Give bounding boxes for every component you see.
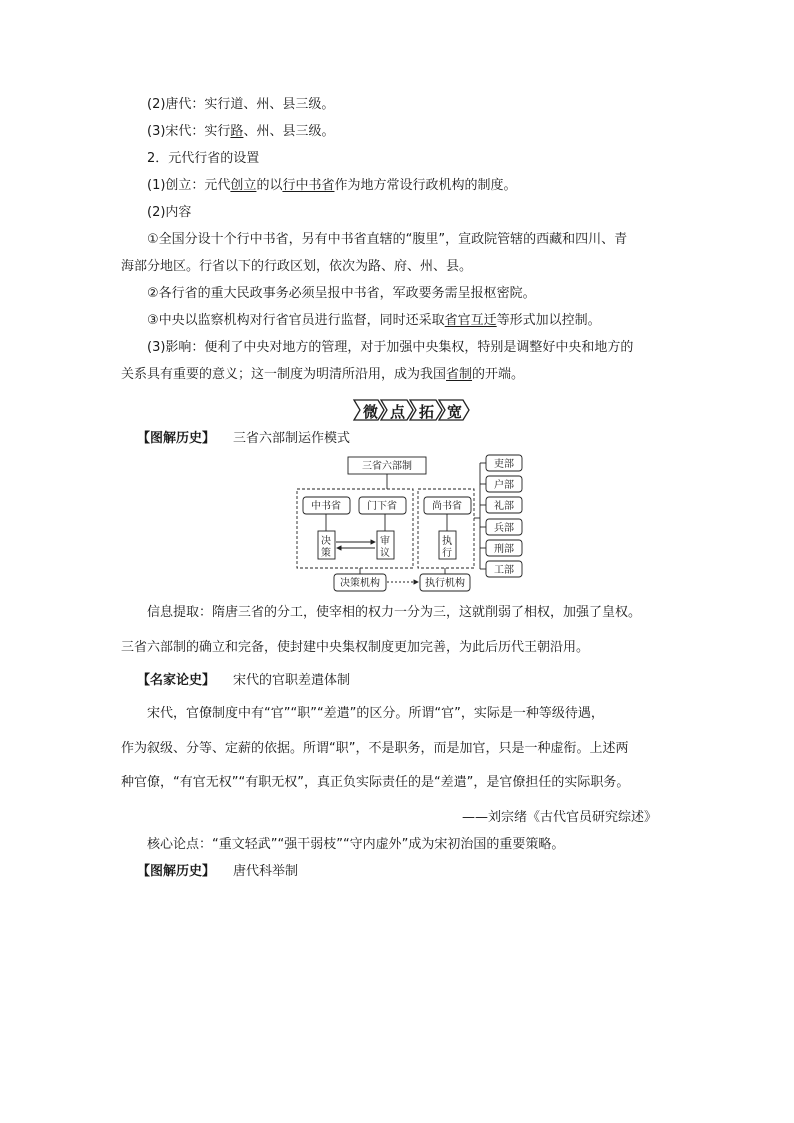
tang-line: (2)唐代：实行道、州、县三级。 (147, 97, 335, 112)
banner-char-3: 拓 (419, 403, 435, 421)
creation-underlined-1: 创立 (230, 178, 257, 193)
section-3-heading (137, 864, 298, 880)
quote-line-a: 宋代，官僚制度中有“官”“职”“差遣”的区分。所谓“官”，实际是一种等级待遇， (147, 706, 604, 721)
banner-char-1: 微 (363, 403, 379, 421)
section-3-tag: 【图解历史】 (137, 864, 216, 879)
ministry-label-5: 刑部 (494, 544, 514, 555)
section-heading-yuan: 2．元代行省的设置 (147, 151, 260, 166)
song-text-pre: (3)宋代：实行 (147, 124, 231, 139)
info-line-a: 信息提取：隋唐三省的分工，使宰相的权力一分为三，这就削弱了相权，加强了皇权。 (147, 605, 642, 620)
action-decide-char-2: 策 (321, 548, 331, 559)
p3-underlined: 省官互迁 (444, 313, 497, 328)
song-underlined: 路 (230, 124, 244, 139)
ministry-label-2: 户部 (494, 480, 514, 491)
banner-char-4: 宽 (447, 403, 463, 421)
content-heading: (2)内容 (147, 205, 192, 220)
root-label: 三省六部制 (362, 461, 412, 472)
quote-line-c: 种官僚，“有官无权”“有职无权”，真正负实际责任的是“差遣”，是官僚担任的实际职务。 (121, 775, 630, 790)
section-2-title: 宋代的官职差遣体制 (233, 673, 351, 688)
section-3-title: 唐代科举制 (233, 864, 299, 879)
ministry-label-3: 礼部 (494, 501, 514, 512)
province-label-menxia: 门下省 (367, 501, 397, 512)
creation-pre: (1)创立：元代 (147, 178, 231, 193)
core-point: 核心论点：“重文轻武”“强干弱枝”“守内虚外”成为宋初治国的重要策略。 (147, 837, 565, 852)
p4b-pre: 关系具有重要的意义；这一制度为明清所沿用，成为我国 (121, 367, 447, 382)
creation-mid: 的以 (256, 178, 283, 193)
p4b-underlined: 省制 (446, 367, 473, 382)
ministry-label-6: 工部 (494, 565, 514, 576)
p4b-post: 的开端。 (472, 367, 525, 382)
section-1-tag: 【图解历史】 (137, 431, 216, 446)
province-label-zhongshu: 中书省 (311, 501, 341, 512)
info-line-b: 三省六部制的确立和完备，使封建中央集权制度更加完善，为此后历代王朝沿用。 (121, 640, 590, 655)
province-label-shangshu: 尚书省 (432, 501, 462, 512)
quote-source: ——刘宗绪《古代官员研究综述》 (462, 810, 658, 825)
content-para-1b: 海部分地区。行省以下的行政区划，依次为路、府、州、县。 (121, 259, 473, 274)
creation-post: 作为地方常设行政机构的制度。 (334, 178, 517, 193)
p3-pre: ③中央以监察机构对行省官员进行监督，同时还采取 (147, 313, 445, 328)
section-1-title: 三省六部制运作模式 (233, 431, 351, 446)
action-review-char-2: 议 (380, 548, 390, 559)
impact-line-a: (3)影响：便利了中央对地方的管理，对于加强中央集权，特别是调整好中央和地方的 (147, 340, 634, 355)
ministry-label-4: 兵部 (494, 523, 514, 534)
section-2-tag: 【名家论史】 (137, 673, 216, 688)
action-execute-char-2: 行 (442, 548, 452, 559)
quote-line-b: 作为叙级、分等、定薪的依据。所谓“职”，不是职务，而是加官，只是一种虚衔。上述两 (121, 741, 629, 756)
banner-char-2: 点 (390, 403, 406, 421)
group-label-decision: 决策机构 (340, 578, 380, 589)
action-review-char-1: 审 (380, 536, 390, 547)
ministry-label-1: 吏部 (494, 459, 514, 470)
content-para-2: ②各行省的重大民政事务必须呈报中书省，军政要务需呈报枢密院。 (147, 286, 536, 301)
creation-underlined-2: 行中书省 (282, 178, 335, 193)
action-decide-char-1: 决 (321, 536, 331, 547)
section-2-heading (137, 673, 350, 689)
song-text-post: 、州、县三级。 (243, 124, 335, 139)
group-label-execution: 执行机构 (425, 578, 465, 589)
content-para-1a: ①全国分设十个行中书省，另有中书省直辖的“腹里”，宣政院管辖的西藏和四川、青 (147, 232, 628, 247)
action-execute-char-1: 执 (442, 536, 452, 547)
p3-post: 等形式加以控制。 (496, 313, 601, 328)
